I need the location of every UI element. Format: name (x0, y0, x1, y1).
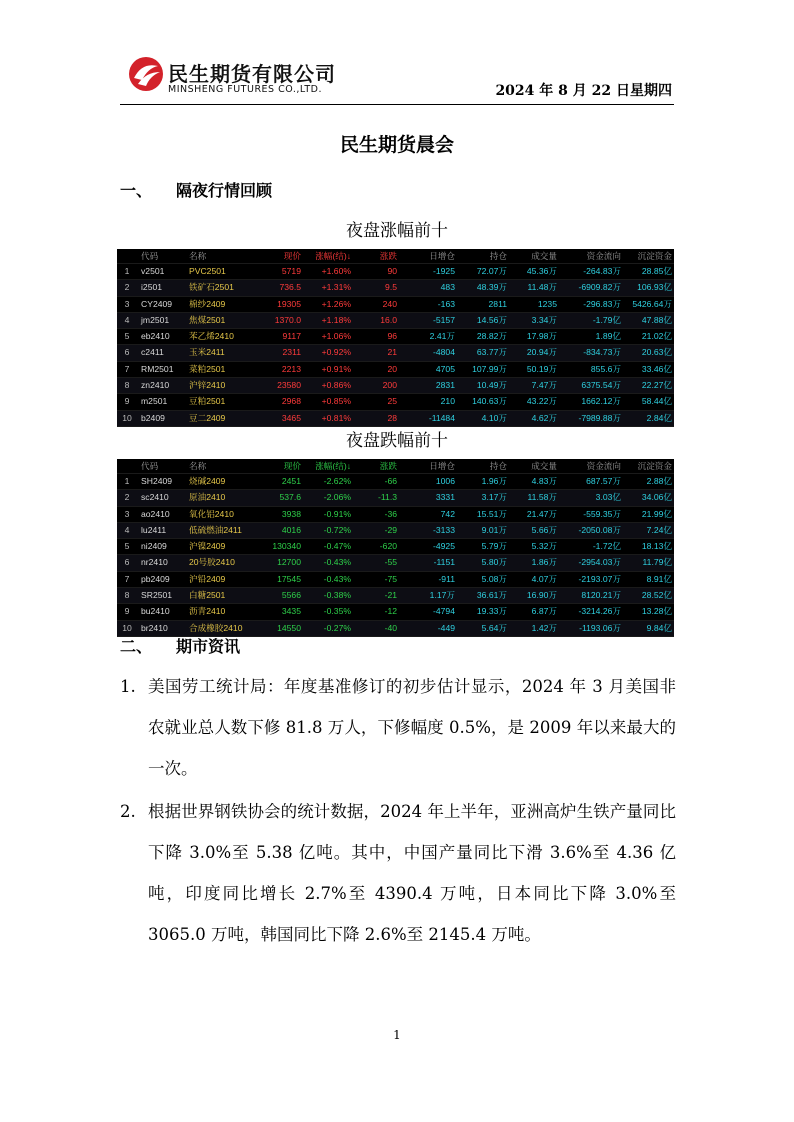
table-cell: 1.96万 (481, 476, 507, 486)
table-cell: 13.28亿 (641, 606, 672, 617)
table-cell: -2.62% (323, 476, 351, 486)
table-cell: 低硫燃油2411 (189, 524, 242, 535)
news-item (120, 791, 676, 955)
table-cell: 6 (124, 347, 130, 358)
table-cell: 45.36万 (526, 266, 557, 276)
section-title: 隔夜行情回顾 (176, 181, 273, 200)
table-cell: 10 (122, 412, 132, 423)
table-cell: 5566 (281, 590, 301, 601)
page-number: 1 (393, 1028, 401, 1042)
table-cell: 6375.54万 (581, 380, 621, 391)
table-cell: 3465 (281, 412, 301, 423)
table-cell: eb2410 (141, 331, 170, 342)
table-cell: 16.0 (380, 314, 397, 325)
table-cell: 200 (382, 380, 397, 391)
table-cell: 原油2410 (189, 492, 226, 503)
table-cell: 20 (387, 363, 397, 374)
table-cell: 20.63亿 (641, 347, 672, 358)
table-cell: 90 (387, 266, 397, 276)
table-cell: pb2409 (141, 573, 170, 584)
table-cell: 5.79万 (481, 541, 507, 552)
table-cell: 25 (387, 396, 397, 407)
table-cell: +0.81% (321, 412, 351, 423)
table-row[interactable] (117, 507, 674, 523)
table-cell: 21.47万 (526, 508, 557, 519)
table-cell: 20号胶2410 (189, 557, 235, 568)
company-name-en: MINSHENG FUTURES CO.,LTD. (168, 84, 322, 95)
table-cell: 3.17万 (481, 492, 507, 503)
table-cell: SH2409 (141, 476, 173, 486)
table-cell: -1.72亿 (592, 541, 621, 552)
table-cell: -0.43% (323, 573, 351, 584)
table-row[interactable] (117, 264, 674, 280)
table-cell: -21 (384, 590, 397, 601)
table-cell: 7 (124, 363, 130, 374)
table-cell: 豆二2409 (189, 412, 226, 423)
table-cell: -1.79亿 (592, 314, 621, 325)
section-heading-news (120, 634, 240, 657)
table-cell: -2050.08万 (578, 524, 621, 535)
table-cell: -834.73万 (583, 347, 621, 358)
table-cell: 9117 (282, 331, 301, 342)
table-cell: 14.56万 (476, 314, 507, 325)
table-row[interactable] (117, 362, 674, 378)
table-cell: 8 (124, 380, 130, 391)
table-cell: 107.99万 (472, 363, 507, 374)
table-cell: 58.44亿 (641, 396, 672, 407)
table-cell: 1.17万 (429, 590, 455, 601)
table-cell: 4.83万 (531, 476, 557, 486)
table-cell: -264.83万 (583, 266, 621, 276)
table-cell: -66 (384, 476, 397, 486)
table-cell: +0.85% (321, 396, 351, 407)
table-cell: 沥青2410 (189, 606, 226, 617)
table-cell: 3.03亿 (595, 492, 621, 503)
column-header[interactable]: 涨跌 (379, 461, 397, 471)
table-cell: +1.18% (321, 314, 351, 325)
table-cell: 2831 (435, 380, 455, 391)
table-cell: -559.35万 (583, 508, 621, 519)
table-cell: 5 (124, 541, 130, 552)
table-cell: 1662.12万 (581, 396, 621, 407)
table-cell: 11.58万 (527, 492, 557, 503)
table-row[interactable] (117, 555, 674, 571)
table-row[interactable] (117, 329, 674, 345)
table-cell: -163 (437, 298, 455, 309)
column-header[interactable]: 名称 (189, 251, 207, 261)
table-cell: 7 (124, 573, 130, 584)
table-cell: 20.94万 (526, 347, 557, 358)
table-cell: 210 (440, 396, 455, 407)
table-cell: -40 (384, 622, 397, 633)
table-cell: 3435 (281, 606, 301, 617)
table-cell: 50.19万 (526, 363, 557, 374)
table-cell: 2811 (488, 298, 507, 309)
table-cell: 130340 (272, 541, 301, 552)
table-cell: 沪镍2409 (189, 541, 226, 552)
column-header[interactable]: 日增仓 (429, 461, 455, 471)
table-cell: -296.83万 (583, 298, 621, 309)
table-cell: 3938 (281, 508, 301, 519)
table-cell: -620 (379, 541, 397, 552)
table-cell: +1.26% (321, 298, 351, 309)
table-row[interactable] (117, 411, 674, 427)
table-cell: 玉米2411 (189, 347, 225, 358)
table-cell: 4.62万 (531, 412, 557, 423)
table-cell: 4705 (435, 363, 455, 374)
table-cell: +1.31% (321, 282, 351, 293)
minsheng-logo-icon (128, 56, 164, 92)
table-cell: 4 (124, 314, 130, 325)
table-cell: RM2501 (141, 363, 174, 374)
table-cell: nr2410 (141, 557, 168, 568)
table-cell: zn2410 (141, 380, 170, 391)
table-cell: 63.77万 (476, 347, 507, 358)
table-cell: ni2409 (141, 541, 167, 552)
table-cell: 1.89亿 (595, 331, 621, 342)
table-cell: -0.91% (323, 508, 351, 519)
table-cell: 2.88亿 (646, 476, 672, 486)
table-cell: 106.93亿 (637, 282, 672, 293)
table-row[interactable] (117, 313, 674, 329)
table-cell: b2409 (141, 412, 165, 423)
table-cell: i2501 (141, 282, 163, 293)
gainers-table (117, 249, 674, 427)
table-cell: -6909.82万 (578, 282, 621, 293)
column-header[interactable]: 日增仓 (429, 251, 455, 261)
column-header[interactable]: 沉淀资金 (637, 461, 672, 471)
table-cell: ao2410 (141, 508, 170, 519)
table-cell: 19305 (277, 298, 301, 309)
table-cell: 36.61万 (476, 590, 507, 601)
column-header[interactable]: 持仓 (489, 251, 507, 261)
table-row[interactable] (117, 297, 674, 313)
table-cell: 22.27亿 (641, 380, 672, 391)
table-cell: 10.49万 (476, 380, 507, 391)
table-cell: +0.92% (321, 347, 351, 358)
table-cell: 沪铅2409 (189, 573, 226, 584)
section-heading-overnight (120, 178, 272, 201)
news-item-number: 2. (120, 802, 136, 821)
table-cell: -4794 (433, 606, 455, 617)
table-row[interactable] (117, 394, 674, 410)
table-cell: 4.07万 (531, 573, 557, 584)
column-header[interactable]: 沉淀资金 (637, 251, 672, 261)
table-cell: 5.64万 (481, 622, 507, 633)
column-header[interactable]: 现价 (283, 251, 301, 261)
table-cell: -12 (384, 606, 397, 617)
losers-title: 夜盘跌幅前十 (346, 431, 448, 451)
table-header-row (117, 459, 674, 474)
table-cell: 4016 (281, 524, 301, 535)
section-number: 一、 (120, 181, 153, 200)
table-cell: 6 (124, 557, 130, 568)
table-cell: 9 (124, 396, 130, 407)
table-cell: -11.3 (378, 492, 397, 503)
table-cell: 687.57万 (586, 476, 621, 486)
table-cell: 96 (387, 331, 397, 342)
table-cell: 9 (124, 606, 130, 617)
table-cell: 19.33万 (476, 606, 507, 617)
table-cell: 11.79亿 (642, 557, 672, 568)
table-cell: -911 (438, 573, 455, 584)
table-row[interactable] (117, 572, 674, 588)
table-cell: 焦煤2501 (189, 314, 226, 325)
table-cell: 2451 (281, 476, 301, 486)
table-cell: sc2410 (141, 492, 169, 503)
table-row[interactable] (117, 604, 674, 620)
table-cell: -449 (437, 622, 455, 633)
company-name-cn: 民生期货有限公司 (168, 62, 336, 86)
table-cell: -4804 (433, 347, 455, 358)
table-cell: -3133 (433, 524, 455, 535)
column-header[interactable]: 成交量 (531, 461, 557, 471)
table-cell: 21.02亿 (641, 331, 672, 342)
table-cell: 8.91亿 (646, 573, 672, 584)
table-cell: 28.52亿 (641, 590, 672, 601)
table-cell: 豆粕2501 (189, 396, 226, 407)
table-cell: 1.42万 (531, 622, 557, 633)
table-cell: 483 (440, 282, 455, 293)
table-cell: 1006 (435, 476, 455, 486)
column-header[interactable]: 涨幅(结)↓ (315, 461, 351, 471)
table-row[interactable] (117, 588, 674, 604)
table-row[interactable] (117, 474, 674, 490)
table-cell: -2954.03万 (578, 557, 621, 568)
table-cell: 5 (124, 331, 130, 342)
table-cell: -1925 (433, 266, 455, 276)
table-cell: 5.66万 (531, 524, 557, 535)
table-cell: 2.84亿 (646, 412, 672, 423)
table-cell: 白糖2501 (189, 590, 226, 601)
table-row[interactable] (117, 490, 674, 506)
table-cell: -0.47% (323, 541, 351, 552)
table-cell: lu2411 (141, 524, 167, 535)
table-cell: jm2501 (141, 314, 170, 325)
section-number: 二、 (120, 637, 153, 656)
table-cell: 736.5 (279, 282, 301, 293)
table-cell: 28.85亿 (641, 266, 672, 276)
table-cell: 1370.0 (274, 314, 301, 325)
table-cell: 苯乙烯2410 (189, 331, 234, 342)
table-cell: 6.87万 (531, 606, 557, 617)
table-cell: m2501 (141, 396, 168, 407)
column-header[interactable]: 名称 (189, 461, 207, 471)
table-cell: 3 (124, 508, 130, 519)
table-cell: 3 (124, 298, 130, 309)
table-cell: 140.63万 (472, 396, 507, 407)
losers-table (117, 459, 674, 637)
table-cell: 8120.21万 (581, 590, 621, 601)
table-row[interactable] (117, 280, 674, 296)
table-cell: 33.46亿 (641, 363, 672, 374)
table-cell: 铁矿石2501 (189, 282, 234, 293)
table-cell: 9.5 (385, 282, 397, 293)
table-cell: -0.27% (323, 622, 351, 633)
table-cell: 1 (124, 476, 130, 486)
table-cell: 16.90万 (526, 590, 557, 601)
table-cell: 9.84亿 (646, 622, 672, 633)
table-cell: 537.6 (279, 492, 301, 503)
table-cell: -2193.07万 (578, 573, 621, 584)
table-cell: 43.22万 (526, 396, 557, 407)
table-cell: 17545 (277, 573, 301, 584)
news-item-text: 根据世界钢铁协会的统计数据，2024 年上半年，亚洲高炉生铁产量同比下降 3.0%至 5.38 亿吨。其中，中国产量同比下滑 3.6%至 4.36 亿吨，印度同比增长 2.7%至 4390.4 万吨，日本同比下降 3.0%至 3065.0 万吨，韩国同比下降 2.6%至 2145.4 万吨。 (148, 802, 676, 944)
table-cell: 菜粕2501 (189, 363, 226, 374)
column-header[interactable]: 资金流向 (586, 251, 621, 261)
table-cell: 7.24亿 (646, 524, 672, 535)
table-row[interactable] (117, 345, 674, 361)
table-cell: 4 (124, 524, 130, 535)
table-cell: SR2501 (141, 590, 173, 601)
column-header[interactable]: 现价 (283, 461, 301, 471)
column-header[interactable] (117, 249, 137, 263)
table-cell: 1 (124, 266, 130, 276)
news-list (120, 666, 676, 955)
table-cell: bu2410 (141, 606, 170, 617)
table-cell: 7.47万 (531, 380, 557, 391)
table-cell: 34.06亿 (641, 492, 672, 503)
table-cell: 11.48万 (527, 282, 557, 293)
news-item-number: 1. (120, 677, 136, 696)
table-cell: 8 (124, 590, 130, 601)
table-cell: 742 (440, 508, 455, 519)
table-cell: 855.6万 (590, 363, 621, 374)
table-cell: 5.80万 (481, 557, 507, 568)
table-cell: 5719 (281, 266, 301, 276)
table-cell: 5.08万 (481, 573, 507, 584)
gainers-title: 夜盘涨幅前十 (346, 221, 448, 241)
table-cell: 47.88亿 (641, 314, 672, 325)
table-cell: 沪锌2410 (189, 380, 226, 391)
table-cell: 2 (124, 492, 130, 503)
table-cell: 烧碱2409 (189, 476, 226, 486)
table-cell: 21 (387, 347, 397, 358)
table-cell: 氧化铝2410 (189, 508, 234, 519)
table-cell: 合成橡胶2410 (189, 622, 243, 633)
column-header[interactable] (117, 459, 137, 473)
table-cell: -5157 (433, 314, 455, 325)
table-row[interactable] (117, 523, 674, 539)
table-cell: 1.86万 (531, 557, 557, 568)
table-cell: -0.72% (323, 524, 351, 535)
table-cell: -11484 (428, 412, 455, 423)
table-cell: 14550 (277, 622, 301, 633)
table-cell: 2213 (281, 363, 301, 374)
news-item (120, 666, 676, 789)
table-cell: -1193.06万 (579, 622, 621, 633)
table-cell: +1.60% (321, 266, 351, 276)
table-cell: 23580 (277, 380, 301, 391)
table-cell: 9.01万 (481, 524, 507, 535)
column-header[interactable]: 涨幅(结)↓ (315, 251, 351, 261)
table-cell: -3214.26万 (578, 606, 621, 617)
table-cell: +1.06% (321, 331, 351, 342)
table-cell: -0.38% (323, 590, 351, 601)
table-cell: -75 (384, 573, 397, 584)
table-cell: 2.41万 (429, 331, 455, 342)
table-cell: +0.91% (321, 363, 351, 374)
table-cell: -36 (384, 508, 397, 519)
section-title: 期市资讯 (176, 637, 241, 656)
table-cell: 5.32万 (531, 541, 557, 552)
column-header[interactable]: 代码 (141, 251, 159, 261)
table-cell: br2410 (141, 622, 168, 633)
table-cell: 18.13亿 (641, 541, 672, 552)
table-cell: 棉纱2409 (189, 298, 226, 309)
table-row[interactable] (117, 539, 674, 555)
table-cell: 21.99亿 (641, 508, 672, 519)
table-cell: -2.06% (323, 492, 351, 503)
table-cell: 3.34万 (531, 314, 557, 325)
table-cell: 1235 (537, 298, 557, 309)
table-cell: -4925 (433, 541, 455, 552)
page-title: 民生期货晨会 (339, 134, 454, 156)
table-cell: -7989.88万 (578, 412, 621, 423)
table-cell: 10 (122, 622, 132, 633)
news-item-text: 美国劳工统计局：年度基准修订的初步估计显示，2024 年 3 月美国非农就业总人数下修 81.8 万人，下修幅度 0.5%，是 2009 年以来最大的一次。 (148, 677, 676, 778)
page-header (120, 48, 674, 105)
table-cell: c2411 (141, 347, 164, 358)
table-cell: CY2409 (141, 298, 173, 309)
table-cell: -0.35% (323, 606, 351, 617)
table-cell: 240 (382, 298, 397, 309)
table-cell: 28 (387, 412, 397, 423)
table-header-row (117, 249, 674, 264)
table-cell: -55 (384, 557, 397, 568)
table-cell: 4.10万 (481, 412, 507, 423)
table-row[interactable] (117, 378, 674, 394)
table-cell: 5426.64万 (632, 298, 672, 309)
table-cell: -0.43% (323, 557, 351, 568)
table-cell: v2501 (141, 266, 165, 276)
table-cell: 72.07万 (476, 266, 507, 276)
table-cell: 15.51万 (476, 508, 507, 519)
table-cell: +0.86% (321, 380, 351, 391)
column-header[interactable]: 持仓 (489, 461, 507, 471)
table-cell: 48.39万 (476, 282, 507, 293)
table-cell: 28.82万 (476, 331, 507, 342)
table-cell: 12700 (277, 557, 301, 568)
table-cell: PVC2501 (189, 266, 226, 276)
table-cell: 2311 (282, 347, 301, 358)
table-cell: 2 (124, 282, 130, 293)
table-cell: 3331 (435, 492, 455, 503)
column-header[interactable]: 成交量 (531, 251, 557, 261)
column-header[interactable]: 资金流向 (586, 461, 621, 471)
column-header[interactable]: 涨跌 (379, 251, 397, 261)
table-cell: -29 (384, 524, 397, 535)
report-date: 2024 年 8 月 22 日星期四 (495, 83, 672, 99)
table-cell: 17.98万 (526, 331, 557, 342)
table-cell: 2968 (281, 396, 301, 407)
table-cell: -1151 (433, 557, 455, 568)
column-header[interactable]: 代码 (141, 461, 159, 471)
